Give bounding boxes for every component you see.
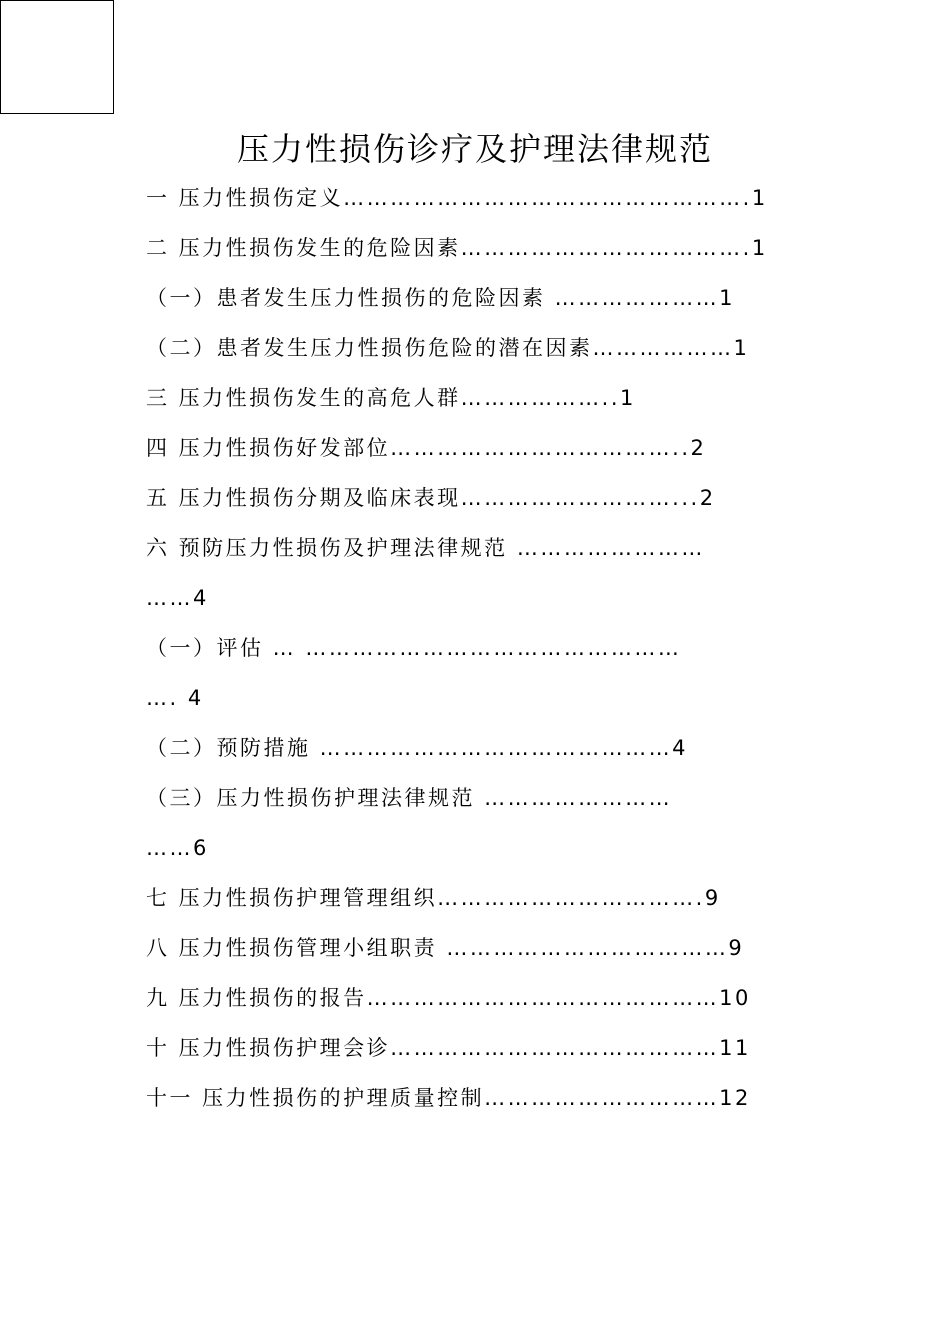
toc-entry: 五 压力性损伤分期及临床表现………………………...2: [146, 486, 716, 510]
corner-box: [0, 0, 114, 114]
toc-entry: 十 压力性损伤护理会诊……………………………………11: [146, 1036, 751, 1060]
toc-entry: 一 压力性损伤定义…………………………………………….1: [146, 186, 768, 210]
toc-entry: 七 压力性损伤护理管理组织…………………………….9: [146, 886, 721, 910]
toc-entry: 十一 压力性损伤的护理质量控制…………………………12: [146, 1086, 751, 1110]
toc-entry: 四 压力性损伤好发部位………………………………..2: [146, 436, 707, 460]
toc-entry: （一）患者发生压力性损伤的危险因素 …………………1: [146, 286, 736, 310]
toc-entry: （一）评估 … …………………………………………: [146, 636, 682, 660]
toc-entry: （三）压力性损伤护理法律规范 ……………………: [146, 786, 673, 810]
toc-entry: 二 压力性损伤发生的危险因素……………………………….1: [146, 236, 768, 260]
toc-entry: （二）患者发生压力性损伤危险的潜在因素………………1: [146, 336, 750, 360]
toc-entry: 九 压力性损伤的报告………………………………………10: [146, 986, 751, 1010]
page-title: 压力性损伤诊疗及护理法律规范: [236, 130, 713, 168]
toc-entry: （二）预防措施 ………………………………………4: [146, 736, 689, 760]
toc-entry: 三 压力性损伤发生的高危人群………………..1: [146, 386, 636, 410]
toc-entry: 六 预防压力性损伤及护理法律规范 ……………………: [146, 536, 705, 560]
toc-entry-continuation: …. 4: [146, 686, 204, 710]
toc-entry: 八 压力性损伤管理小组职责 ………………………………9: [146, 936, 745, 960]
toc-entry-continuation: ……6: [146, 836, 209, 860]
toc-entry-continuation: ……4: [146, 586, 209, 610]
